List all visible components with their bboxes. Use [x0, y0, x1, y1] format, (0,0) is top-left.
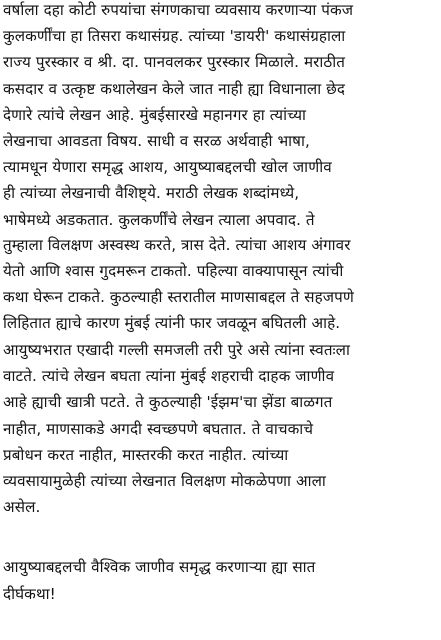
blurb-line: नाहीत, माणसाकडे अगदी स्वच्छपणे बघतात. ते वाचकाचे — [3, 420, 314, 438]
blurb-line: आयुष्यभरात एखादी गल्ली समजली तरी पुरे असे त्यांना स्वतःला — [3, 341, 350, 359]
closing-line: आयुष्याबद्दलची वैश्विक जाणीव समृद्ध करणाऱ्या ह्या सात — [3, 558, 316, 576]
blurb-line: आहे ह्याची खात्री पटते. ते कुठल्याही 'ईझम'चा झेंडा बाळगत — [3, 393, 333, 411]
closing-line: दीर्घकथा! — [3, 585, 56, 603]
blurb-line: व्यवसायामुळेही त्यांच्या लेखनात विलक्षण मोकळेपणा आला — [3, 472, 326, 490]
blurb-line: कथा घेरून टाकते. कुठल्याही स्तरातील माणसाबद्दल ते सहजपणे — [3, 288, 354, 306]
blurb-line: येतो आणि श्वास गुदमरून टाकतो. पहिल्या वाक्यापासून त्यांची — [3, 262, 344, 280]
blurb-line: लेखनाचा आवडता विषय. साधी व सरळ अर्थवाही भाषा, — [3, 132, 310, 150]
blurb-line: असेल. — [3, 498, 41, 516]
blurb-line: देणारे त्यांचे लेखन आहे. मुंबईसारखे महानगर हा त्यांच्या — [3, 106, 307, 124]
blurb-line: राज्य पुरस्कार व श्री. दा. पानवलकर पुरस्कार मिळाले. मराठीत — [3, 53, 346, 71]
blurb-line: लिहितात ह्याचे कारण मुंबई त्यांनी फार जवळून बघितली आहे. — [3, 314, 341, 332]
blurb-line: त्यामधून येणारा समृद्ध आशय, आयुष्याबद्दलची खोल जाणीव — [3, 158, 332, 176]
blurb-line: कुलकर्णींचा हा तिसरा कथासंग्रह. त्यांच्या 'डायरी' कथासंग्रहाला — [3, 27, 346, 45]
blurb-line: वर्षाला दहा कोटी रुपयांचा संगणकाचा व्यवसाय करणाऱ्या पंकज — [3, 1, 354, 19]
blurb-line: तुम्हाला विलक्षण अस्वस्थ करते, त्रास देते. त्यांचा आशय अंगावर — [3, 236, 351, 254]
blurb-line: कसदार व उत्कृष्ट कथालेखन केले जात नाही ह्या विधानाला छेद — [3, 80, 346, 98]
blurb-line: वाटते. त्यांचे लेखन बघता त्यांना मुंबई शहराची दाहक जाणीव — [3, 367, 335, 385]
blurb-line: प्रबोधन करत नाहीत, मास्तरकी करत नाहीत. त्यांच्या — [3, 446, 289, 464]
blurb-line: ही त्यांच्या लेखनाची वैशिष्ट्ये. मराठी लेखक शब्दांमध्ये, — [3, 184, 300, 202]
blurb-line: भाषेमध्ये अडकतात. कुलकर्णींचे लेखन त्याला अपवाद. ते — [3, 211, 315, 229]
